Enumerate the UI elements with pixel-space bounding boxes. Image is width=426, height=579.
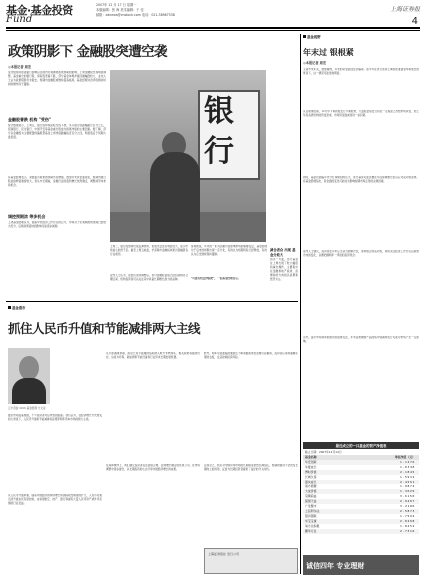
lead-body-3: 上述基金经理认为，随着中央经济工作会议的召开，市场对于宏观调控的预期已经较为充分，后续政策落地的影响可能逐步减弱。 [8, 221, 106, 228]
second-body-3: 从节能减排来看，政府已将节能减排指标纳入地方考核体系，相关政策将陆续出台，这将为环保、新能源和节能设备等行业带来长期发展机遇。 [106, 352, 200, 359]
section-title: 基金·基金投资 [6, 4, 73, 17]
lead-byline: ◎本报记者 周宏 [8, 65, 32, 69]
second-story-col-1 [8, 414, 102, 572]
right-byline: ◎本报记者 周宏 [303, 61, 327, 65]
fund-name: 广发聚丰 [305, 504, 317, 509]
second-story-col-3 [204, 352, 298, 550]
lead-story-col-2 [110, 245, 188, 301]
fund-nav: 1.5932 [399, 474, 415, 479]
second-story-col-2 [106, 352, 200, 574]
lead-subhead-2: 调控预期浓 等多机会 [8, 214, 46, 219]
bottom-ad [204, 548, 298, 574]
fund-name: 华安创新 [305, 459, 317, 464]
right-headline: 年末过 银根紧 [303, 48, 354, 57]
date-line: 2007年 12 月 17 日 星期一 [96, 3, 137, 7]
lead-body-7: 而另一方面，部分基金在上周出现了较大幅度的减仓操作，主要集中在金融和地产板块，而增持的方向则以消费和医药为主。 [270, 258, 298, 281]
fund-name: 鹏华行业 [305, 528, 317, 533]
section-en-title: Fund [6, 14, 33, 25]
second-body-5: 此外，明年可能面临的通胀压力和紧缩政策也需要引起重视，投资者应保持谨慎乐观的态度，注意控制投资风险。 [204, 352, 298, 359]
header-rule [6, 27, 420, 29]
fund-name: 嘉实成长 [305, 479, 317, 484]
fund-nav: 3.6150 [399, 494, 415, 499]
right-column [303, 34, 419, 396]
fund-name: 大成价值 [305, 489, 317, 494]
fund-nav: 2.7316 [399, 528, 415, 533]
nav-table-date: 截止日期：2007年12月14日 [305, 450, 342, 454]
lead-body-6: 客观地说，年末的一系列因素仍是影响市场的重要变量，基金经理对于后市的判断出现一定分化，有的认为短期风险已经释放，有的认为应当继续保持谨慎。 [191, 245, 267, 256]
fund-nav: 1.9874 [399, 484, 415, 489]
fund-name: 长城久泰 [305, 474, 317, 479]
right-body-3: 同时，基金也面临年末分红和赎回的压力，部分基金可能需要在年底前调整仓位以应对流动性需求。有基金经理指出，资金面的变化可能成为影响短期市场走势的关键因素。 [303, 176, 419, 183]
nav-table-title: 最近成立的一只基金的资产净值表 [303, 442, 419, 449]
fund-nav: 1.7594 [399, 513, 415, 518]
fund-nav: 3.2186 [399, 504, 415, 509]
author-name: 汇丰晋信 2016 基金经理 方文彦 [8, 407, 46, 410]
second-body-2: 从人民币升值来看，随着中国经济的持续增长和国际收支顺差的扩大，人民币对美元的升值步伐有望加快，这将使航空、地产、银行等拥有大量人民币资产或外币负债的行业受益。 [8, 494, 102, 505]
fund-name: 上投阿尔法 [305, 508, 320, 513]
section-divider [6, 301, 298, 302]
lead-body-4: 上周二，银行股整体出现反弹迹象，但成交量没有明显放大，显示市场信心依然不足。截至上周五收盘，沪深两市金融板块累计跌幅居各行业前列。 [110, 245, 188, 256]
fund-nav: 2.5873 [399, 508, 415, 513]
fund-name: 富国天益 [305, 499, 317, 504]
fund-nav: 1.3629 [399, 489, 415, 494]
lead-story-col-1 [8, 64, 106, 241]
fund-name: 华宝宝康 [305, 518, 317, 523]
fund-nav: 1.8452 [399, 523, 415, 528]
fund-name: 博时价值 [305, 469, 317, 474]
lead-body-1: 统计数据显示，上周五，银行股和保险股全线下挫，多只银行股跌幅超过百分之五，招商银行、民生银行、中国平安等基金重仓股成为拖累净值的主要因素。据了解，部分以金融股为主要配置的偏股型基金上周净值跌幅接近百分之四，明显落后于同期大盘表现。 [8, 124, 106, 139]
advert-slogan: 诚信四年 专业理财 [306, 562, 365, 570]
second-body-4: 在具体操作上，我们建议投资者关注估值合理、业绩增长确定的优质公司，在市场调整中逐步建仓，以长期投资的心态分享中国经济增长的成果。 [106, 464, 200, 471]
lead-body-5: 业内人士认为，在经历连续调整后，部分金融股估值已经回到相对合理区间，机构投资者可以关注其中具备长期增长潜力的品种。 [110, 274, 188, 281]
right-section-tag: 基金视野 [303, 34, 419, 39]
newspaper-logo: 上海证券报 [389, 6, 420, 13]
second-body-6: 总而言之，我们对中国资本市场的长期前景依然充满信心，短期的波动不会改变长期向上的趋势，反而为长期投资者提供了良好的介入时机。 [204, 464, 298, 471]
table-row [303, 529, 419, 534]
col-fund-name: 基金名称 [305, 455, 317, 459]
photo-person [150, 152, 200, 242]
page-number: 4 [411, 16, 418, 27]
lead-intro: 受次级债对欧美银行影响以及国内宏观调控政策预期的影响，上周金融股出现明显调整，基金重仓的银行股、保险股普遍下跌，部分基金单周净值回撤幅度较大，业内人士认为政策阴影仍未散去，短期内金融股或维持震荡格局，基金经理对四季度剩余时间的操作趋于谨慎。 [8, 71, 106, 86]
author-face [19, 356, 39, 380]
right-body-5: 另外，货币市场利率的波动也值得关注，年末各类理财产品的集中到期和发行可能对市场产生一定影响。 [303, 336, 419, 343]
fund-nav: 2.0268 [399, 518, 415, 523]
nav-table [303, 442, 419, 534]
fund-nav: 2.4561 [399, 479, 415, 484]
bank-photo [110, 70, 266, 242]
fund-nav: 2.9407 [399, 499, 415, 504]
bank-sign: 银 行 [198, 90, 260, 180]
lead-story-col-3 [191, 245, 267, 285]
lead-body-2: 有基金经理表示，紧缩货币政策的预期仍在增强，叠加年末资金面紧张，短期内银行股估值修复难度较大，但从中长期看，金融行业的盈利增长依然确定，调整或带来布局机会。 [8, 176, 106, 187]
fund-name: 银河银联 [305, 513, 317, 518]
right-body-2: 从目前情况看，12月中下旬新股发行节奏较快，大盘股密集发行将在一定程度上冻结市场资金，加上年底各类机构的资金需求，市场资金面或将进一步趋紧。 [303, 110, 419, 117]
square-icon [8, 306, 11, 309]
column-divider [300, 34, 301, 574]
lead-headline: 政策阴影下 金融股突遭空袭 [8, 44, 167, 60]
lead-subhead-3: 减仓者众 出现 基金分歧大 [270, 248, 296, 257]
header-meta [96, 3, 341, 18]
fund-name: 华夏成长 [305, 464, 317, 469]
fund-nav: 2.1845 [399, 469, 415, 474]
fund-nav: 1.1276 [399, 459, 415, 464]
col-nav: 单位净值（元） [394, 455, 415, 459]
header-rule-thin [6, 30, 420, 31]
fund-name: 景顺鼎益 [305, 494, 317, 499]
second-headline: 抓住人民币升值和节能减排两大主线 [8, 321, 201, 336]
fund-nav: 1.0348 [399, 464, 415, 469]
right-body-4: 业内人士建议，投资者在年末应当适当控制仓位，保持组合的流动性，同时关注经济工作会议后政策方向的变化，以便把握明年一季度的投资机会。 [303, 250, 419, 257]
contact-line: 邮箱：zdnews@cnstock.com 电话：021-38967538 [96, 13, 175, 17]
right-body-1: 又到岁末年关，按照惯例，年末的资金面往往会偏紧。而今年在央行连续上调存款准备金率和加息的背景下，这一情况可能更加明显。 [303, 68, 419, 75]
editor-line: 本版编辑：张 海 美术编辑：于 佳 [96, 8, 144, 12]
author-body [12, 378, 46, 404]
lead-subhead-1: 金融股普跌 机构 "受伤" [8, 117, 51, 122]
fund-name: 南方稳健 [305, 484, 317, 489]
bottom-ad-org: 上海证券报社 发行公司 [208, 552, 239, 556]
nav-table-body [303, 460, 419, 534]
author-photo [8, 348, 50, 404]
square-icon [303, 35, 306, 38]
second-body-1: 最近市场震荡加剧，不少投资者对后市感到困惑。我们认为，在经济增长方式转变的大背景下，人民币升值和节能减排将是贯穿明年资本市场的两大主线。 [8, 414, 102, 421]
fund-name: 易方达积极 [305, 523, 320, 528]
advert-banner [303, 555, 419, 575]
lead-quote: "可能有机会抄底吧"，一位基金经理表示。 [191, 277, 241, 280]
second-section-tag: 基金看市 [8, 305, 26, 310]
